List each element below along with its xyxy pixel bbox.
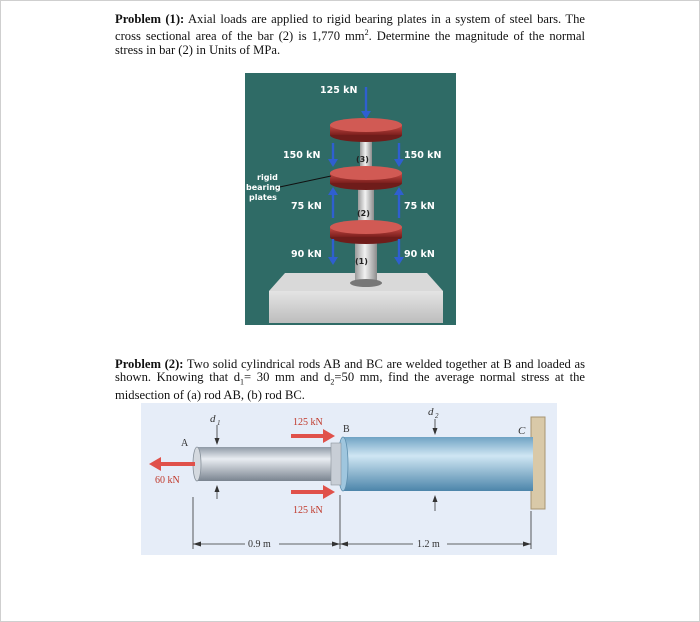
- label-d2: d: [428, 406, 434, 418]
- problem-1-superscript: 2: [364, 28, 369, 38]
- label-75kn-right: 75 kN: [404, 201, 435, 212]
- plate-top-face: [330, 118, 402, 132]
- arrow-125kn-bottom: [291, 490, 325, 494]
- rod-bc: [343, 437, 533, 491]
- label-125kn: 125 kN: [320, 85, 358, 96]
- label-bar-2: (2): [357, 209, 370, 218]
- label-90kn-left: 90 kN: [291, 249, 322, 260]
- label-d1: d: [210, 413, 216, 425]
- label-d2-sub: 2: [435, 412, 439, 420]
- problem-2-text-b: = 30 mm and d: [244, 370, 331, 385]
- arrow-125kn-top: [291, 434, 325, 438]
- problem-2-text-c: =50 mm, find the average normal stress at the midsection of (a) rod AB, (b) rod BC.: [115, 370, 585, 403]
- label-point-b: B: [343, 424, 350, 435]
- rod-ab: [197, 447, 341, 481]
- bar-1-foot: [350, 279, 382, 287]
- label-60kn: 60 kN: [155, 475, 180, 486]
- label-90kn-right: 90 kN: [404, 249, 435, 260]
- plate-mid-face: [330, 166, 402, 180]
- label-dim-bc: 1.2 m: [417, 539, 440, 550]
- label-bar-1: (1): [355, 257, 368, 266]
- label-125kn-top: 125 kN: [293, 417, 323, 428]
- label-150kn-right: 150 kN: [404, 150, 442, 161]
- label-rigid: rigid: [257, 173, 278, 182]
- problem-2-sub-2: 2: [330, 377, 335, 387]
- problem-1-figure: [245, 73, 456, 325]
- label-150kn-left: 150 kN: [283, 150, 321, 161]
- problem-2-label: Problem (2):: [115, 357, 184, 371]
- label-point-c: C: [518, 425, 526, 437]
- label-plates: plates: [249, 193, 277, 202]
- arrow-60kn: [159, 462, 195, 466]
- label-dim-ab: 0.9 m: [248, 539, 271, 550]
- wall-c: [531, 417, 545, 509]
- label-125kn-bottom: 125 kN: [293, 505, 323, 516]
- problem-1-text-a: Axial loads are applied to rigid bearing plates in a system of steel bars. The cross sectional area of the bar (2) is 1,770 mm: [115, 12, 585, 44]
- plate-bot-face: [330, 220, 402, 234]
- problem-1-text-b: . Determine the magnitude of the normal stress in bar (2) in Units of MPa.: [115, 29, 585, 57]
- label-d1-sub: 1: [217, 419, 221, 427]
- problem-2-sub-1: 1: [240, 377, 245, 387]
- problem-2-statement: [115, 358, 585, 403]
- label-75kn-left: 75 kN: [291, 201, 322, 212]
- problem-1-label: Problem (1):: [115, 12, 185, 26]
- problem-1-statement: [115, 13, 585, 57]
- collar-b: [331, 443, 341, 485]
- problem-2-text-a: Two solid cylindrical rods AB and BC are welded together at B and loaded as shown. Knowing that d: [115, 357, 585, 385]
- label-bearing: bearing: [246, 183, 281, 192]
- label-bar-3: (3): [356, 155, 369, 164]
- problem-2-figure: [141, 403, 557, 555]
- base-block: [269, 291, 443, 323]
- label-point-a: A: [181, 438, 189, 449]
